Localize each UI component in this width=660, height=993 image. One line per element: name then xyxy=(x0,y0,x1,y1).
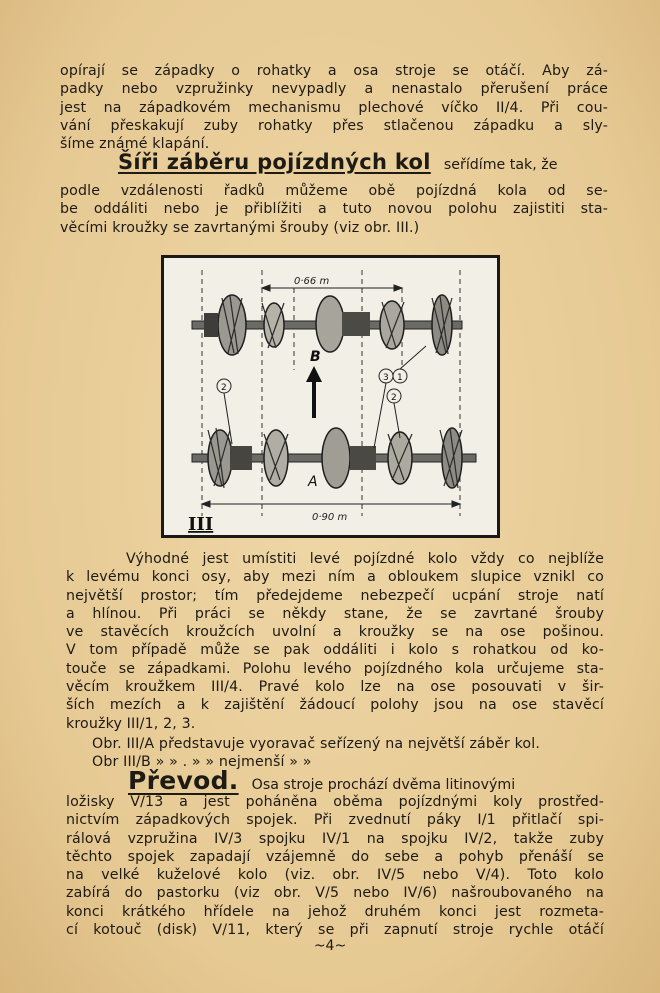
paragraph-2 xyxy=(66,550,604,733)
text-line: věcími kroužky se zavrtanými šrouby (viz obr. III.) xyxy=(60,219,420,236)
callout-left: 2 xyxy=(221,383,227,393)
text-line: touče se západkami. Polohu levého pojízdného kola určujeme sta- xyxy=(66,660,604,677)
text-line: ve stavěcích kroužcích uvolní a kroužky se na ose pošinou. xyxy=(66,624,604,641)
section-heading-continuation: Osa stroje prochází dvěma litinovými xyxy=(251,777,516,793)
callout-right-2: 1 xyxy=(397,373,403,383)
text-line: ších mezích a k zajištění žádoucí polohy jsou na ose stavěcí xyxy=(66,697,604,714)
figure-iii-drawing xyxy=(164,258,497,535)
figure-label: III xyxy=(188,514,214,535)
text-line: těchto spojek zapadají vzájemně do sebe a pohyb přenáší se xyxy=(66,848,604,865)
label-a: A xyxy=(308,474,318,490)
text-line: největší prostor; tím předejdeme nebezpečí ucpání stroje natí xyxy=(66,587,604,604)
text-line: nictvím západkových spojek. Při zvednutí páky I/1 přitlačí spi- xyxy=(66,812,604,829)
label-b: B xyxy=(310,349,321,365)
text-line: vání přeskakují zuby rohatky přes stlačenou západku a sly- xyxy=(60,117,608,134)
top-dimension-label: 0·66 m xyxy=(294,276,330,287)
caption-line: Obr. III/A představuje vyoravač seřízený na největší záběr kol. xyxy=(92,736,541,752)
text-line: zabírá do pastorku (viz obr. V/5 nebo IV/6) našroubovaného na xyxy=(66,885,604,902)
assembly-b xyxy=(192,295,462,355)
section-heading-continuation: seřídíme tak, že xyxy=(443,157,558,173)
text-line: ložisky V/13 a jest poháněna oběma pojízdnými koly prostřed- xyxy=(66,794,604,810)
assembly-a xyxy=(192,428,476,488)
text-line: konci krátkého hřídele na jehož druhém konci jest rozmeta- xyxy=(66,903,604,920)
text-line: věcím kroužkem III/4. Pravé kolo lze na ose posouvati v šir- xyxy=(66,679,604,696)
text-line: kroužky III/1, 2, 3. xyxy=(66,715,196,732)
caption-line: Obr III/B » » . » » nejmenší » » xyxy=(92,754,312,771)
text-line: V tom případě může se pak oddáliti i kolo s rohatkou od ko- xyxy=(66,642,604,659)
paragraph-1 xyxy=(60,62,608,153)
section-2-body xyxy=(66,793,604,939)
text-line: Výhodné jest umístiti levé pojízdné kolo vždy co nejblíže xyxy=(126,551,604,567)
text-line: k levému konci osy, aby mezi ním a obloukem slupice vznikl co xyxy=(66,569,604,586)
text-line: šíme známé klapání. xyxy=(60,136,210,153)
text-line: padky nebo vzpružinky nevypadly a nenastalo přerušení práce xyxy=(60,81,608,98)
text-line: a hlínou. Při práci se někdy stane, že se zavrtané šrouby xyxy=(66,605,604,622)
text-line: be oddáliti nebo je přiblížiti a tuto novou polohu zajistiti sta- xyxy=(60,201,608,218)
bottom-dimension-label: 0·90 m xyxy=(312,512,348,523)
text-line: jest na západkovém mechanismu plechové víčko II/4. Při cou- xyxy=(60,99,608,116)
text-line: rálová vzpružina IV/3 spojku IV/1 na spojku IV/2, takže zuby xyxy=(66,830,604,847)
callout-right-1: 3 xyxy=(383,373,389,383)
page-number: ~4~ xyxy=(313,938,347,954)
section-2-heading-line xyxy=(128,766,608,795)
section-1-body xyxy=(60,182,608,237)
text-line: podle vzdálenosti řadků můžeme obě pojízdná kola od se- xyxy=(60,183,608,199)
text-line: cí kotouč (disk) V/11, který se při zapnutí stroje rychle otáčí xyxy=(66,922,604,939)
text-line: na velké kuželové kolo (viz. obr. IV/5 nebo V/4). Toto kolo xyxy=(66,867,604,884)
direction-arrow xyxy=(306,366,322,418)
figure-iii xyxy=(161,255,500,538)
section-heading: Šíři záběru pojízdných kol xyxy=(118,150,431,174)
section-heading: Převod. xyxy=(128,766,239,795)
text-line: opírají se západky o rohatky a osa stroje se otáčí. Aby zá- xyxy=(60,63,608,79)
callout-right-3: 2 xyxy=(391,393,397,403)
section-1-heading-line xyxy=(118,150,608,174)
